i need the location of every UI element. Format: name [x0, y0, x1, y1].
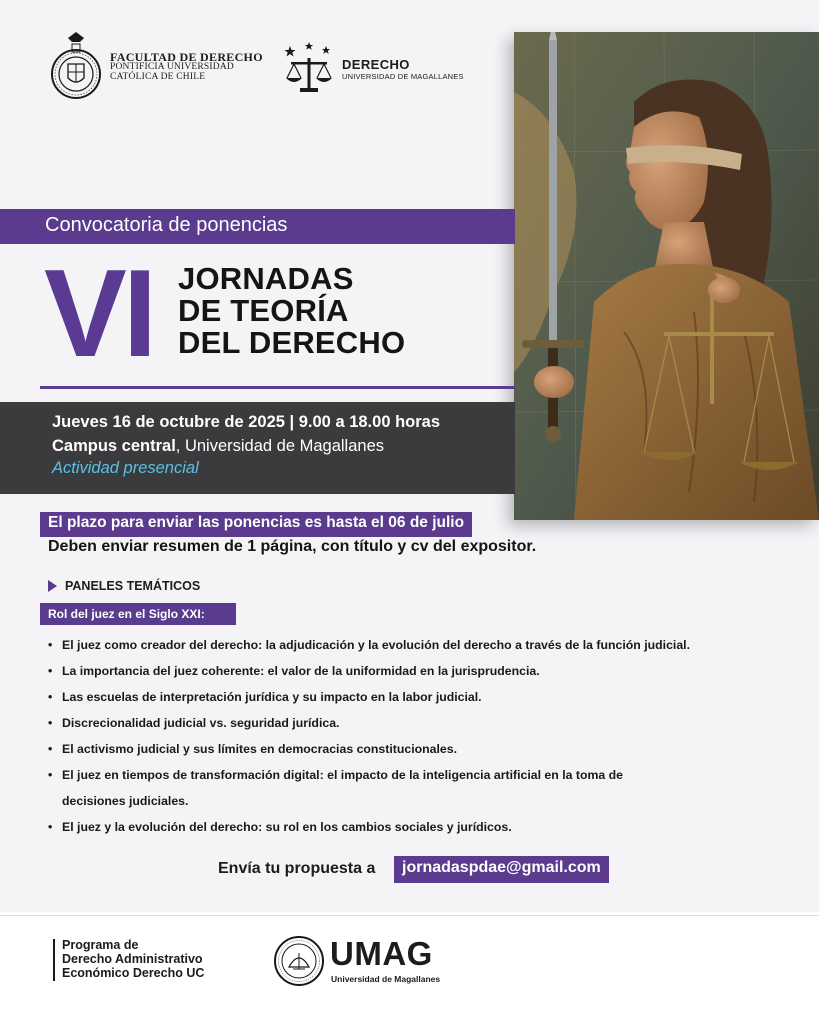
- topics-list: [48, 632, 788, 840]
- list-item: [48, 710, 788, 736]
- topic-text: La importancia del juez coherente: el valor de la uniformidad en la jurisprudencia.: [62, 664, 540, 678]
- footer-divider: [0, 912, 819, 915]
- panel-section-label: Rol del juez en el Siglo XXI:: [40, 603, 236, 625]
- puc-seal-icon: [50, 32, 102, 102]
- call-title: Convocatoria de ponencias: [45, 214, 288, 236]
- topic-text: El juez como creador del derecho: la adjudicación y la evolución del derecho a través de la función judicial.: [62, 638, 691, 652]
- send-proposal-label: Envía tu propuesta a: [218, 860, 376, 877]
- event-title: [178, 263, 405, 359]
- umag-seal-icon: [273, 935, 325, 987]
- topic-text: El juez y la evolución del derecho: su rol en los cambios sociales y jurídicos.: [62, 820, 512, 834]
- event-date: Jueves 16 de octubre de 2025 | 9.00 a 18.00 horas: [52, 413, 441, 431]
- umag-wordmark: UMAG: [330, 935, 433, 972]
- puc-line1: FACULTAD DE DERECHO: [110, 49, 263, 64]
- list-item: [48, 658, 788, 684]
- title-divider: [40, 386, 515, 389]
- campus-name: Campus central: [52, 437, 176, 455]
- list-item: [48, 762, 788, 814]
- list-item: [48, 814, 788, 840]
- title-line-1: JORNADAS: [178, 261, 354, 296]
- submission-requirements: Deben enviar resumen de 1 página, con título y cv del expositor.: [48, 538, 537, 555]
- justice-painting: [514, 32, 819, 520]
- title-line-3: DEL DERECHO: [178, 325, 406, 360]
- program-line-2: Derecho Administrativo: [62, 952, 203, 966]
- derecho-umag-logo: [282, 40, 464, 98]
- topic-text: Las escuelas de interpretación jurídica y su impacto en la labor judicial.: [62, 690, 482, 704]
- title-line-2: DE TEORÍA: [178, 293, 349, 328]
- panels-heading-label: PANELES TEMÁTICOS: [65, 579, 201, 593]
- program-name: [62, 938, 204, 980]
- scales-of-justice-icon: [282, 40, 336, 98]
- derecho-label: DERECHO: [342, 57, 410, 72]
- triangle-bullet-icon: [48, 580, 57, 592]
- puc-line3: CATÓLICA DE CHILE: [110, 72, 206, 83]
- program-accent-bar: [53, 939, 55, 981]
- program-line-1: Programa de: [62, 938, 139, 952]
- panels-heading: [48, 579, 200, 593]
- topic-text: El juez en tiempos de transformación digital: el impacto de la inteligencia artificial en la toma de: [62, 768, 624, 782]
- umag-wordmark-subtitle: Universidad de Magallanes: [331, 974, 441, 984]
- list-item: [48, 632, 788, 658]
- event-mode: Actividad presencial: [52, 459, 199, 477]
- deadline-banner: El plazo para enviar las ponencias es hasta el 06 de julio: [40, 512, 472, 537]
- topic-text: El activismo judicial y sus límites en democracias constitucionales.: [62, 742, 458, 756]
- program-line-3: Económico Derecho UC: [62, 966, 205, 980]
- topic-text: Discrecionalidad judicial vs. seguridad jurídica.: [62, 716, 340, 730]
- contact-email[interactable]: jornadaspdae@gmail.com: [394, 856, 609, 883]
- list-item: [48, 684, 788, 710]
- umag-small-label: UNIVERSIDAD DE MAGALLANES: [342, 72, 464, 81]
- puc-logo: [50, 32, 263, 102]
- university-name: , Universidad de Magallanes: [175, 437, 384, 455]
- puc-line2: PONTIFICIA UNIVERSIDAD: [110, 62, 234, 73]
- event-location: [52, 437, 384, 456]
- edition-numeral: VI: [44, 245, 154, 383]
- topic-text-continued: decisiones judiciales.: [62, 794, 189, 808]
- list-item: [48, 736, 788, 762]
